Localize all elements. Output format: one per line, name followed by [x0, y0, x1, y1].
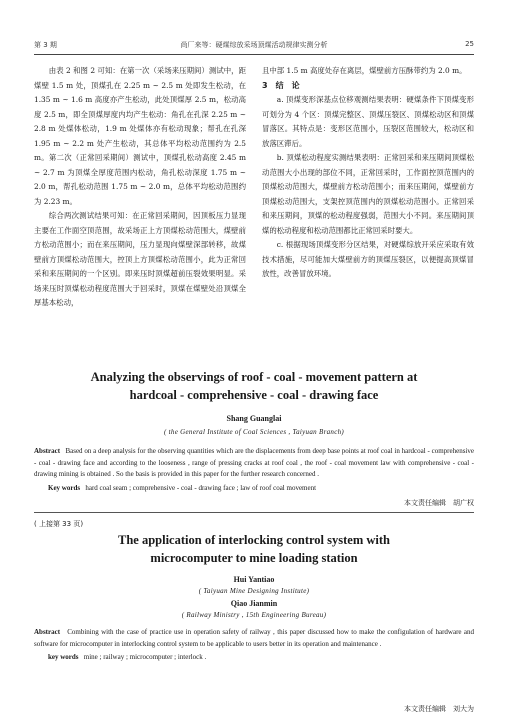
author-affiliation: ( Taiyuan Mine Designing Institute) [198, 587, 310, 595]
responsible-editor: 本文责任编辑 刘大为 [404, 705, 474, 713]
english-abstract-2 [34, 531, 474, 663]
keywords-label: key words [48, 653, 79, 661]
abstract-label: Abstract [34, 628, 61, 636]
author-name: Qiao Jianmin [230, 599, 278, 608]
continued-note: ( 上接第 33 页) [34, 520, 84, 528]
running-title: 尚厂来等：硬煤综放采场顶煤活动规律实测分析 [180, 41, 328, 49]
keywords: key words mine ; railway ; microcomputer ; interlock . [48, 653, 207, 661]
abstract-title: The application of interlocking control system with microcomputer to mine loading station [118, 533, 390, 565]
conclusion-a: a. 顶煤变形深基点位移观测结果表明：硬煤条件下顶煤变形可划分为 4 个区：顶煤完整区、顶煤压裂区、顶煤松动区和顶煤冒落区。其特点是：变形区范围小，压裂区范围较大，松动区和放落区滞后。 [262, 95, 474, 148]
abstract-body: Abstract Combining with the case of practice use in operation safety of railway , this paper discussed how to make the configulation of hardware and software for microcomputer in interlocking control system to be applicable to users better in its operation and maintenance . [34, 628, 475, 648]
responsible-editor: 本文责任编辑 胡广权 [404, 499, 474, 507]
conclusion-b: b. 顶煤松动程度实测结果表明：正常回采和来压期间顶煤松动范围大小出现的部位不同，正常回采时，工作面控顶范围内的顶煤松动范围大，煤壁前方松动范围小；而来压期间，煤壁前方顶煤松动范围大，支架控顶范围内的顶煤松动范围小。正常回采和来压期间，顶煤的松动程度强弱，范围大小不同。来压期间顶煤的松动程度和松动范围都比正常回采时要大。 [262, 153, 474, 235]
author-name: Hui Yantiao [233, 575, 275, 584]
author-affiliation: ( the General Institute of Coal Sciences , Taiyuan Branch) [163, 428, 345, 436]
section-divider [34, 512, 474, 513]
running-header [34, 40, 474, 54]
header-rule [34, 54, 474, 55]
keywords: Key words hard coal seam ; comprehensive - coal - drawing face ; law of roof coal movement [48, 483, 317, 492]
conclusion-c: c. 根据现场顶煤变形分区结果，对硬煤综放开采应采取有效技术措施，尽可能加大煤壁前方的顶煤压裂区，以便提高顶煤冒放性，改善冒放环境。 [262, 240, 474, 278]
paragraph: 综合两次测试结果可知：在正常回采期间，因顶板压力显现主要在工作面空顶范围，故采场正上方顶煤松动范围大，煤壁前方松动范围小；而在来压期间，压力显现向煤壁深部转移，故煤壁前方顶煤松动范围大，控顶上方顶煤松动范围小，此为正常回采和来压期间的一个区别。即来压时顶煤超前压裂效果明显。采场来压时顶煤松动程度范围大于回采时，顶煤在煤壁处沿顶煤全厚基本松动， [34, 211, 246, 307]
page-number: 25 [465, 40, 474, 48]
keywords-label: Key words [48, 483, 81, 492]
abstract-label: Abstract [34, 447, 61, 455]
issue-number: 第 3 期 [34, 41, 57, 49]
author-affiliation: ( Railway Ministry , 15th Engineering Bureau) [181, 611, 327, 619]
right-column [262, 64, 474, 282]
paragraph: 且中部 1.5 m 高度处存在离层，煤壁前方压酥带约为 2.0 m。 [262, 66, 467, 75]
paragraph: 由表 2 和图 2 可知：在第一次（采场来压期间）测试中，距煤壁 1.5 m 处，顶煤孔在 2.25 m ~ 2.5 m 处即发生松动，在 1.35 m ~ 1.6 m 高度亦产生松动，此处顶煤厚 2.5 m，松动高度 2.5 m，即全顶煤厚度内均产生松动：角孔在孔深 2.25 m ~ 2.8 m 处煤体松动，1.9 m 处煤体亦有松动现象；帮孔在孔深 1.95 m ~ 2.2 m 处产生松动，其总体平均松动范围约为 2.5 m。第二次（正常回采期间）测试中，顶煤孔松动高度 2.45 m ~ 2.7 m 为顶煤全厚度范围内松动，角孔松动深度 1.75 m ~ 2.0 m，帮孔松动范围 1.75 m ~ 2.0 m，总体平均松动范围约为 2.23 m。 [34, 66, 246, 206]
abstract-body: Abstract Based on a deep analysis for the observing quantities which are the displacements from deep base points at roof coal in hardcoal - comprehensive - coal - drawing face and according to the looseness , range of pressing cracks at roof coal , the roof - coal movement law with comprehensive - coal - drawing mining is obtained . So the basis is provided in this paper for the further research concerned . [34, 447, 474, 478]
section-heading: 3 结 论 [262, 80, 300, 90]
abstract-title: Analyzing the observings of roof - coal - movement pattern at hardcoal - comprehensive - coal - drawing face [90, 370, 418, 402]
english-abstract-1 [34, 368, 474, 494]
author-name: Shang Guanglai [226, 414, 282, 423]
left-column [34, 64, 246, 311]
